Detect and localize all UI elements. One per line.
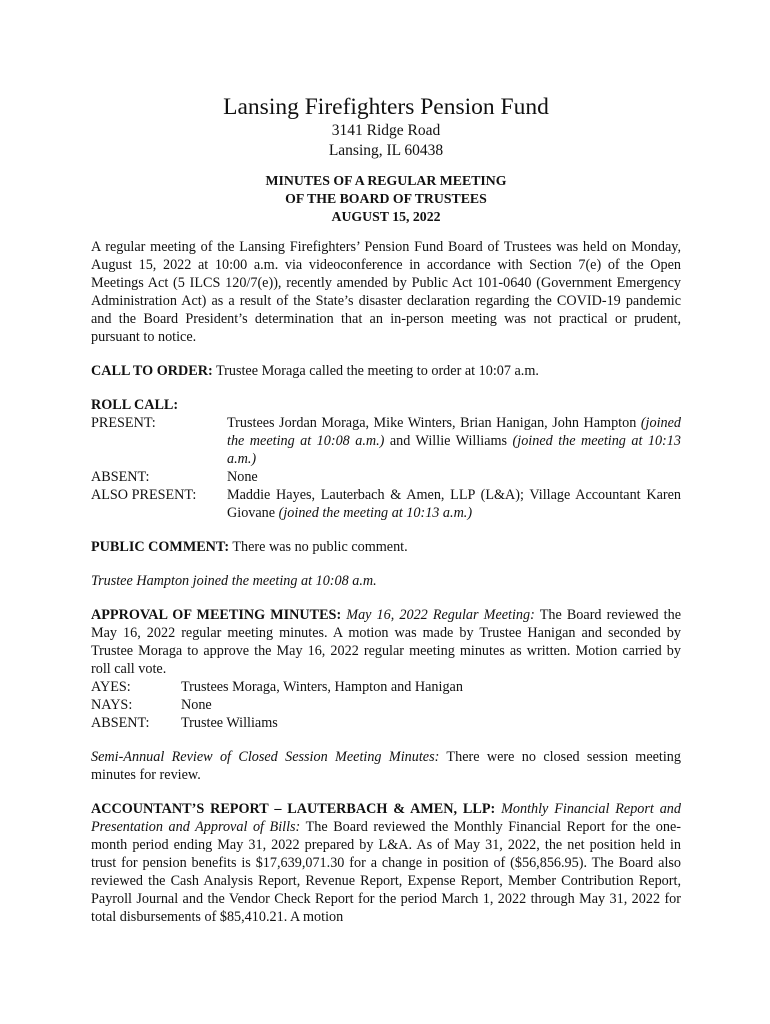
roll-call-section	[91, 396, 681, 522]
nays-label: NAYS:	[91, 697, 133, 713]
ayes-label: AYES:	[91, 679, 131, 695]
address-line-1: 3141 Ridge Road	[331, 122, 441, 139]
document-title: Lansing Firefighters Pension Fund	[223, 94, 549, 120]
accountant-text: The Board reviewed the Monthly Financial Report for the one-month period ending May 31, 2022 prepared by L&A. As of May 31, 2022, the net position held in trust for pension benefits is $17,639,071.30 for a change in position of ($56,856.95). The Board also reviewed the Cash Analysis Report, Revenue Report, Expense Report, Member Contribution Report, Payroll Journal and the Vendor Check Report for the period March 1, 2022 through May 31, 2022 for total disbursements of $85,410.21. A motion	[91, 819, 681, 925]
semi-annual-text: There were no closed session meeting minutes for review.	[91, 749, 681, 783]
approval-label: APPROVAL OF MEETING MINUTES:	[91, 607, 342, 623]
present-label: PRESENT:	[91, 415, 156, 431]
also-present-label: ALSO PRESENT:	[91, 487, 197, 503]
hampton-note	[91, 572, 681, 590]
vote-absent-label: ABSENT:	[91, 715, 150, 731]
also-present-row	[91, 486, 681, 522]
vote-ayes-row	[91, 678, 681, 696]
minutes-heading	[91, 172, 681, 226]
accountant-italic: Monthly Financial Report and Presentation and Approval of Bills:	[91, 801, 681, 835]
approval-text: The Board reviewed the May 16, 2022 regular meeting minutes. A motion was made by Trustee Hanigan and seconded by Trustee Moraga to approve the May 16, 2022 regular meeting minutes as written. Motion carried by roll call vote.	[91, 607, 682, 677]
absent-row	[91, 468, 681, 486]
address-line-2: Lansing, IL 60438	[328, 142, 444, 159]
also-present-text: Maddie Hayes, Lauterbach & Amen, LLP (L&A); Village Accountant Karen Giovane	[227, 487, 681, 521]
call-to-order-paragraph	[91, 362, 681, 380]
vote-nays-row	[91, 696, 681, 714]
roll-call-label: ROLL CALL:	[91, 397, 179, 413]
heading-line-1: MINUTES OF A REGULAR MEETING	[265, 173, 507, 188]
hampton-note-text: Trustee Hampton joined the meeting at 10:08 a.m.	[91, 573, 377, 589]
accountant-label: ACCOUNTANT’S REPORT – LAUTERBACH & AMEN, LLP:	[91, 801, 496, 817]
heading-line-2: OF THE BOARD OF TRUSTEES	[285, 191, 487, 206]
present-text-1: Trustees Jordan Moraga, Mike Winters, Brian Hanigan, John Hampton	[227, 415, 641, 431]
vote-absent-row	[91, 714, 681, 732]
public-comment-text: There was no public comment.	[229, 539, 408, 555]
approval-italic: May 16, 2022 Regular Meeting:	[341, 607, 535, 623]
semi-annual-label: Semi-Annual Review of Closed Session Meeting Minutes:	[91, 749, 440, 765]
semi-annual-paragraph	[91, 748, 681, 784]
approval-paragraph	[91, 606, 681, 678]
also-present-value	[227, 486, 681, 522]
public-comment-label: PUBLIC COMMENT:	[91, 539, 230, 555]
document-page	[91, 93, 681, 926]
nays-value: None	[181, 697, 212, 713]
present-note-1: (joined the meeting at 10:08 a.m.)	[227, 415, 681, 449]
present-row	[91, 414, 681, 468]
vote-absent-value: Trustee Williams	[181, 715, 278, 731]
present-note-2: (joined the meeting at 10:13 a.m.)	[227, 433, 681, 467]
absent-label: ABSENT:	[91, 469, 150, 485]
approval-section	[91, 606, 681, 732]
accountant-report-paragraph	[91, 800, 681, 926]
call-to-order-text: Trustee Moraga called the meeting to order at 10:07 a.m.	[212, 363, 539, 379]
also-present-note: (joined the meeting at 10:13 a.m.)	[278, 505, 473, 521]
call-to-order-label: CALL TO ORDER:	[91, 363, 213, 379]
present-value	[227, 414, 681, 468]
ayes-value: Trustees Moraga, Winters, Hampton and Hanigan	[181, 679, 463, 695]
heading-line-3: AUGUST 15, 2022	[331, 209, 441, 224]
absent-value: None	[227, 469, 258, 485]
public-comment-paragraph	[91, 538, 681, 556]
present-text-2: and Willie Williams	[384, 433, 513, 449]
intro-paragraph: A regular meeting of the Lansing Firefighters’ Pension Fund Board of Trustees was held on Monday, August 15, 2022 at 10:00 a.m. via videoconference in accordance with Section 7(e) of the Open Meetings Act (5 ILCS 120/7(e)), recently amended by Public Act 101-0640 (Government Emergency Administration Act) as a result of the State’s disaster declaration regarding the COVID-19 pandemic and the Board President’s determination that an in-person meeting was not practical or prudent, pursuant to notice.	[91, 239, 681, 345]
